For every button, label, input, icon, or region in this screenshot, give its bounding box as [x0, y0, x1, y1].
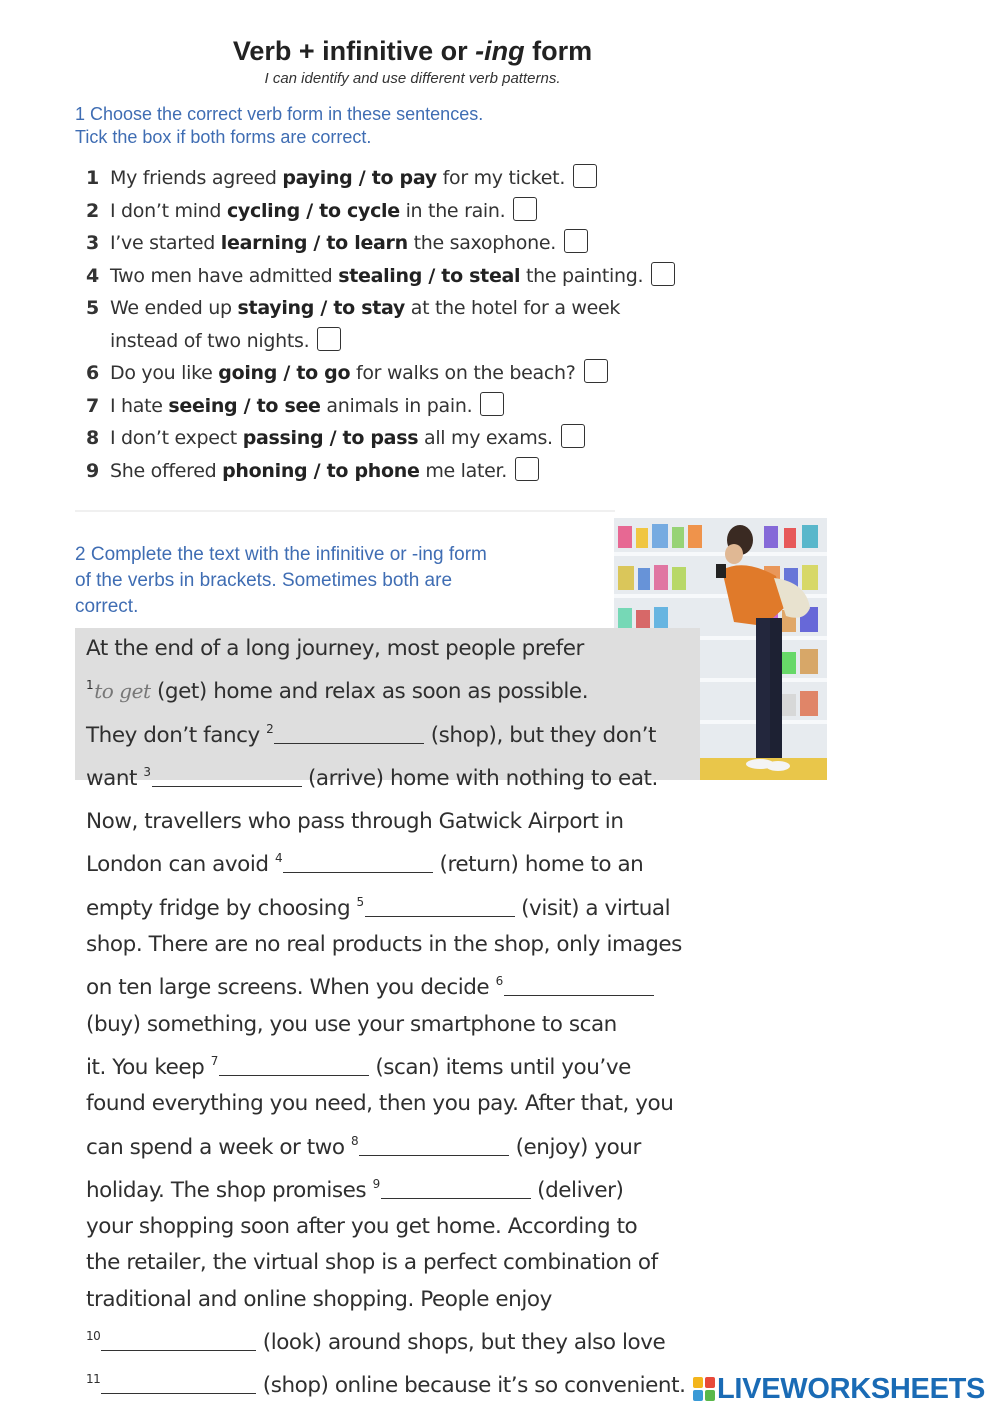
list-item: 5 We ended up staying / to stay at the hotel for a week instead of two nights.: [86, 297, 621, 352]
tick-box[interactable]: [513, 197, 537, 221]
answer-blank[interactable]: [219, 1053, 369, 1076]
list-item: 9 She offered phoning / to phone me later.: [86, 455, 706, 488]
page-subtitle: I can identify and use different verb patterns.: [264, 70, 561, 87]
list-item: 1 My friends agreed paying / to pay for my ticket.: [86, 162, 706, 195]
verb-options[interactable]: staying / to stay: [237, 297, 406, 319]
answer-blank[interactable]: [504, 973, 654, 996]
liveworksheets-logo: LIVEWORKSHEETS: [693, 1372, 985, 1406]
liveworksheets-logo-icon: [693, 1377, 715, 1401]
tick-box[interactable]: [515, 457, 539, 481]
tick-box[interactable]: [651, 262, 675, 286]
answer-blank[interactable]: [101, 1328, 256, 1351]
answer-blank[interactable]: [274, 721, 424, 744]
verb-options[interactable]: cycling / to cycle: [226, 199, 400, 222]
verb-options[interactable]: stealing / to steal: [338, 264, 521, 287]
verb-options[interactable]: passing / to pass: [242, 427, 419, 449]
list-item: 2 I don’t mind cycling / to cycle in the rain.: [86, 195, 706, 228]
verb-options[interactable]: phoning / to phone: [222, 459, 420, 482]
tick-box[interactable]: [480, 392, 504, 416]
tick-box[interactable]: [573, 164, 597, 188]
answer-blank[interactable]: [365, 894, 515, 917]
answer-blank[interactable]: [101, 1371, 256, 1394]
exercise1-list: [86, 162, 706, 487]
exercise1-instruction: 1 Choose the correct verb form in these sentences. Tick the box if both forms are correct.: [75, 104, 484, 147]
list-item: 4 Two men have admitted stealing / to steal the painting.: [86, 260, 706, 293]
verb-options[interactable]: seeing / to see: [168, 394, 321, 417]
tick-box[interactable]: [561, 424, 585, 448]
tick-box[interactable]: [584, 359, 608, 383]
list-item: 3 I’ve started learning / to learn the saxophone.: [86, 227, 706, 260]
answer-blank[interactable]: [283, 850, 433, 873]
page-title: Verb + infinitive or -ing form: [232, 36, 593, 66]
list-item: 8 I don’t expect passing / to pass all my exams.: [86, 422, 706, 455]
verb-options[interactable]: going / to go: [218, 362, 351, 384]
tick-box[interactable]: [317, 327, 341, 351]
answer-blank[interactable]: [381, 1176, 531, 1199]
answer-blank[interactable]: [152, 764, 302, 787]
list-item: 6 Do you like going / to go for walks on the beach?: [86, 357, 706, 390]
tick-box[interactable]: [564, 229, 588, 253]
exercise2-instruction: 2 Complete the text with the infinitive or -ing form of the verbs in brackets. Sometimes both are correct.: [75, 544, 487, 617]
section-divider: [75, 510, 615, 512]
example-answer: to get: [94, 679, 151, 704]
verb-options[interactable]: learning / to learn: [220, 232, 408, 254]
answer-blank[interactable]: [359, 1133, 509, 1156]
list-item: 7 I hate seeing / to see animals in pain.: [86, 390, 706, 423]
verb-options[interactable]: paying / to pay: [282, 167, 437, 189]
reading-passage: At the end of a long journey, most people prefer $^1$to get (get) home and relax as soon as possible. They don’t fancy $^2$ (shop), but they don’t want $^3$ (arrive) home with nothing to eat. Now, travellers who pass through Gatwick Airport in London can avoid $^4$ (return) home to an empty fridge by choosing $^5$ (visit) a virtual shop. There are no real products in the shop, only images on ten large screens. When you decide $^6$ (buy) something, you use your smartphone to scan it. You keep $^7$ (scan) items until you’ve found everything you need, then you pay. After that, you can spend a week or two $^8$ (enjoy) your holiday. The shop promises $^9$ (deliver) your shopping soon after you get home. According to the retailer, the virtual shop is a perfect combination of traditional and online shopping. People enjoy $^{10}$ (look) around shops, but they also love $^{11}$ (shop) online because it’s so convenient.: [86, 636, 686, 1399]
